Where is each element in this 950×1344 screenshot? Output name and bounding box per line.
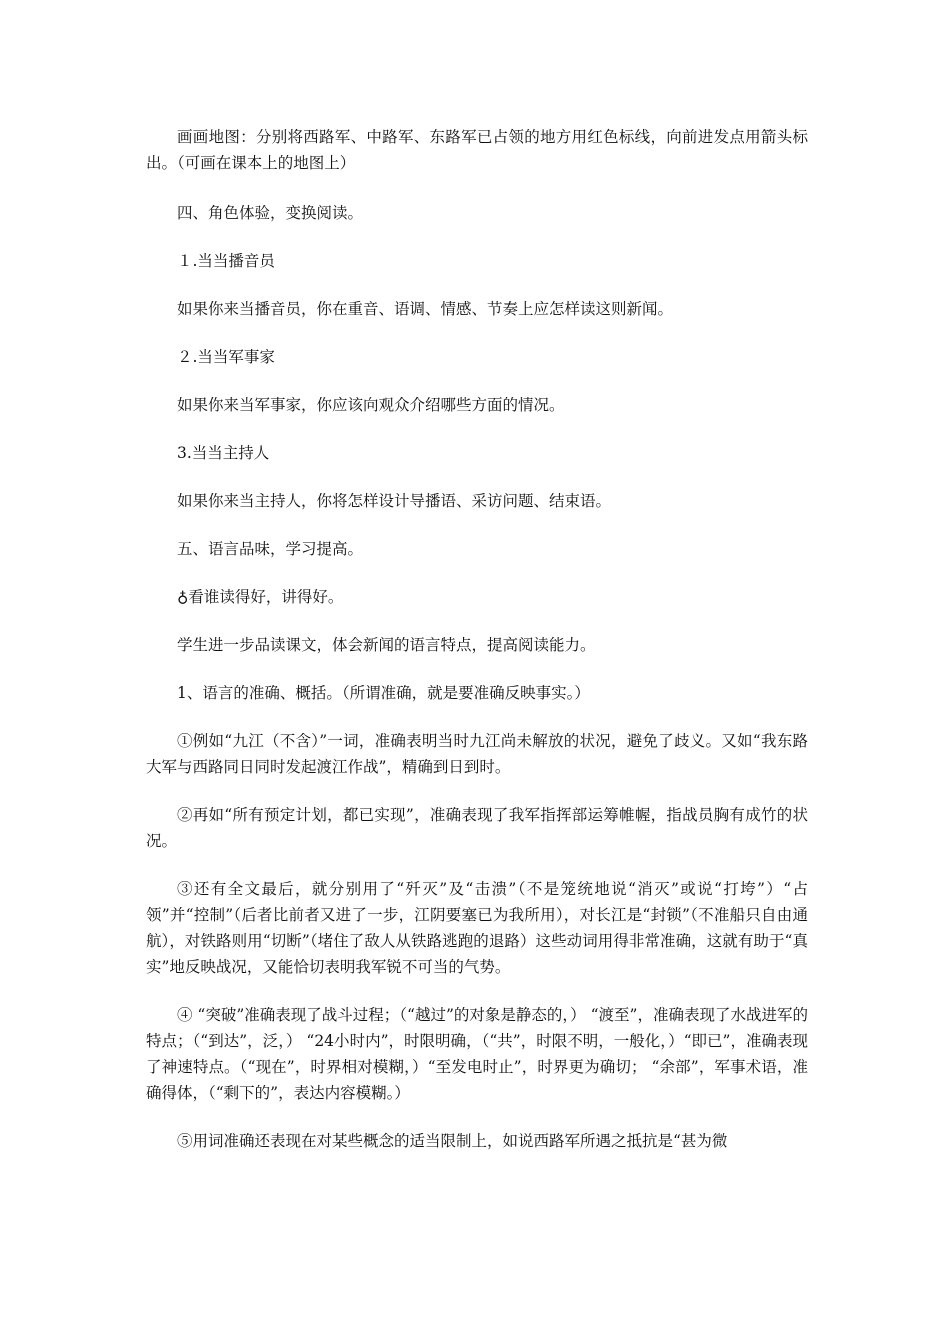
paragraph-military-expert: 如果你来当军事家，你应该向观众介绍哪些方面的情况。: [177, 396, 565, 414]
item-accuracy: 1、语言的准确、概括。（所谓准确，就是要准确反映事实。）: [177, 684, 590, 702]
paragraph-example-4: ④ “突破”准确表现了战斗过程；（“越过”的对象是静态的，） “渡至”，准确表现了水战进军的特点；（“到达”，泛，） “24小时内”，时限明确，（“共”，时限不明，一般化，）“即已”，准确表现了神速特点。（“现在”，时界相对模糊，）“至发电时止”，时界更为确切； “余部”，军事术语，准确得体，（“剩下的”，表达内容模糊。）: [146, 1006, 808, 1102]
paragraph-map-drawing: 画画地图：分别将西路军、中路军、东路军已占领的地方用红色标线，向前进发点用箭头标出。（可画在课本上的地图上）: [146, 128, 808, 172]
document-page: [146, 124, 808, 1176]
item-host: 3.当当主持人: [177, 444, 270, 462]
paragraph-broadcaster: 如果你来当播音员，你在重音、语调、情感、节奏上应怎样读这则新闻。: [177, 300, 674, 318]
item-military-expert: ２.当当军事家: [177, 348, 275, 366]
item-reading: ♁看谁读得好，讲得好。: [177, 588, 344, 606]
paragraph-students-reading: 学生进一步品读课文，体会新闻的语言特点，提高阅读能力。: [177, 636, 596, 654]
heading-language-appreciation: 五、语言品味，学习提高。: [177, 540, 364, 558]
paragraph-example-3: ③还有全文最后，就分别用了“歼灭”及“击溃”（不是笼统地说“消灭”或说“打垮”）“占领”并“控制”（后者比前者又进了一步，江阴要塞已为我所用），对长江是“封锁”（不准船只自由通航），对铁路则用“切断”（堵住了敌人从铁路逃跑的退路）这些动词用得非常准确，这就有助于“真实”地反映战况，又能恰切表明我军锐不可当的气势。: [146, 880, 808, 976]
paragraph-example-1: ①例如“九江（不含）”一词，准确表明当时九江尚未解放的状况，避免了歧义。又如“我东路大军与西路同日同时发起渡江作战”，精确到日到时。: [146, 732, 808, 776]
paragraph-example-5: ⑤用词准确还表现在对某些概念的适当限制上，如说西路军所遇之抵抗是“甚为微: [177, 1132, 728, 1150]
item-broadcaster: １.当当播音员: [177, 252, 275, 270]
paragraph-example-2: ②再如“所有预定计划，都已实现”，准确表现了我军指挥部运筹帷幄，指战员胸有成竹的状况。: [146, 806, 808, 850]
paragraph-host: 如果你来当主持人，你将怎样设计导播语、采访问题、结束语。: [177, 492, 612, 510]
heading-role-experience: 四、角色体验，变换阅读。: [177, 204, 364, 222]
